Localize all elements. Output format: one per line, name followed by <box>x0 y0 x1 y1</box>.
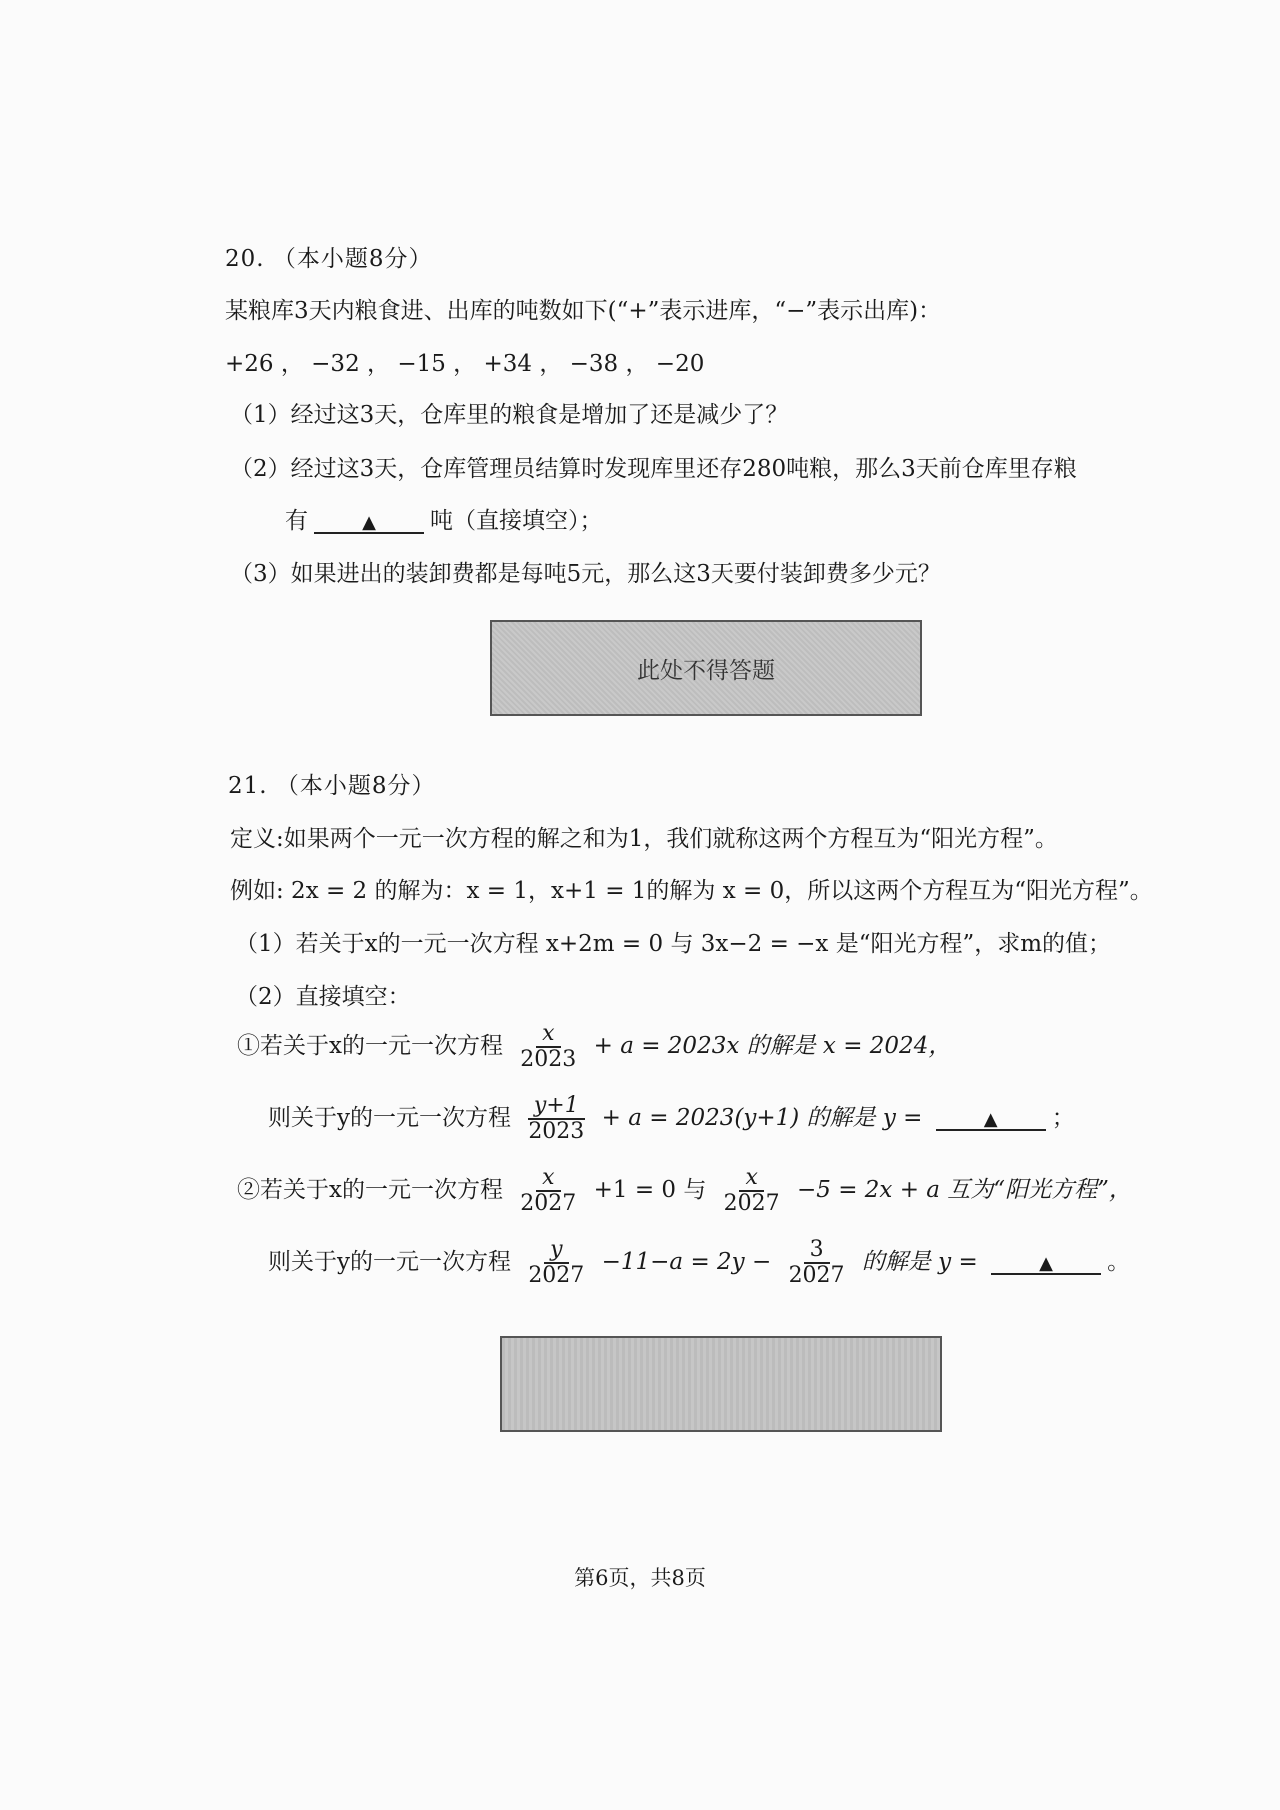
q20-intro: 某粮库3天内粮食进、出库的吨数如下(“+”表示进库，“−”表示出库)： <box>225 298 942 324</box>
q21-c2-line <box>237 1166 1132 1216</box>
q21-part1: （1）若关于x的一元一次方程 x+2m = 0 与 3x−2 = −x 是“阳光方程”，求m的值； <box>235 931 1112 957</box>
q21-c2-fraction-2 <box>718 1166 786 1216</box>
q21-c1b-prefix: 则关于y的一元一次方程 <box>268 1105 511 1132</box>
q21-c1b-line <box>268 1094 1075 1144</box>
page-footer: 第6页，共8页 <box>574 1566 706 1590</box>
q21-c1-answer-blank[interactable]: ▲ <box>936 1111 1046 1131</box>
q21-c2-prefix: ②若关于x的一元一次方程 <box>237 1177 503 1204</box>
fraction-numerator: y+1 <box>528 1094 585 1120</box>
q21-c2-suffix: −5 = 2x + a 互为“阳光方程”， <box>796 1177 1132 1204</box>
q20-answer-blank[interactable]: ▲ <box>314 514 424 534</box>
q21-c1-prefix: ①若关于x的一元一次方程 <box>237 1033 503 1060</box>
q20-part2: （2）经过这3天，仓库管理员结算时发现库里还存280吨粮，那么3天前仓库里存粮 <box>230 456 1077 482</box>
fraction-numerator: x <box>739 1166 763 1192</box>
fraction-denominator: 2027 <box>528 1263 585 1289</box>
fraction-numerator: x <box>536 1022 560 1048</box>
fraction-denominator: 2027 <box>788 1263 845 1289</box>
q20-values: +26 ， −32 ， −15 ， +34 ， −38 ， −20 <box>225 351 705 377</box>
q21-c2b-mid: −11−a = 2y − <box>601 1249 772 1276</box>
q20-part3: （3）如果进出的装卸费都是每吨5元，那么这3天要付装卸费多少元？ <box>230 561 941 587</box>
q21-c2b-suffix: 的解是 y = <box>861 1249 978 1276</box>
q21-c2b-line <box>268 1238 1130 1288</box>
q21-c2b-end: 。 <box>1107 1249 1131 1276</box>
q21-part2: （2）直接填空： <box>235 984 411 1010</box>
q20-part1: （1）经过这3天，仓库里的粮食是增加了还是减少了？ <box>230 402 789 428</box>
fraction-numerator: x <box>536 1166 560 1192</box>
q21-c2b-prefix: 则关于y的一元一次方程 <box>268 1249 511 1276</box>
q21-c1b-suffix: + a = 2023(y+1) 的解是 y = <box>601 1105 923 1132</box>
q21-c2-fraction-1 <box>514 1166 582 1216</box>
q21-example: 例如: 2x = 2 的解为：x = 1，x+1 = 1的解为 x = 0，所以这两个方程互为“阳光方程”。 <box>230 878 1153 904</box>
q20-part2-suffix: 吨（直接填空）； <box>430 508 603 534</box>
q21-c1-suffix: + a = 2023x 的解是 x = 2024， <box>593 1033 952 1060</box>
q21-c1-fraction <box>514 1022 582 1072</box>
fraction-denominator: 2027 <box>723 1191 780 1217</box>
no-answer-box-2 <box>500 1336 942 1432</box>
fraction-numerator: y <box>544 1238 568 1264</box>
q21-c1-line <box>237 1022 951 1072</box>
fraction-numerator: 3 <box>804 1238 830 1264</box>
q20-title: 20. （本小题8分） <box>225 246 433 272</box>
q21-definition: 定义:如果两个一元一次方程的解之和为1，我们就称这两个方程互为“阳光方程”。 <box>230 826 1058 852</box>
q21-c2-answer-blank[interactable]: ▲ <box>991 1255 1101 1275</box>
q21-c2-mid: +1 = 0 与 <box>593 1177 707 1204</box>
fraction-denominator: 2027 <box>520 1191 577 1217</box>
q21-c2b-fraction-2 <box>783 1238 851 1288</box>
fraction-denominator: 2023 <box>520 1047 577 1073</box>
q21-c1b-fraction <box>522 1094 590 1144</box>
no-answer-box: 此处不得答题 <box>490 620 922 716</box>
q21-c1b-end: ； <box>1051 1105 1075 1132</box>
q21-title: 21. （本小题8分） <box>228 773 436 799</box>
q20-part2-prefix: 有 <box>285 508 308 534</box>
q20-part2-fill <box>285 502 603 535</box>
q21-c2b-fraction-1 <box>522 1238 590 1288</box>
fraction-denominator: 2023 <box>528 1119 585 1145</box>
